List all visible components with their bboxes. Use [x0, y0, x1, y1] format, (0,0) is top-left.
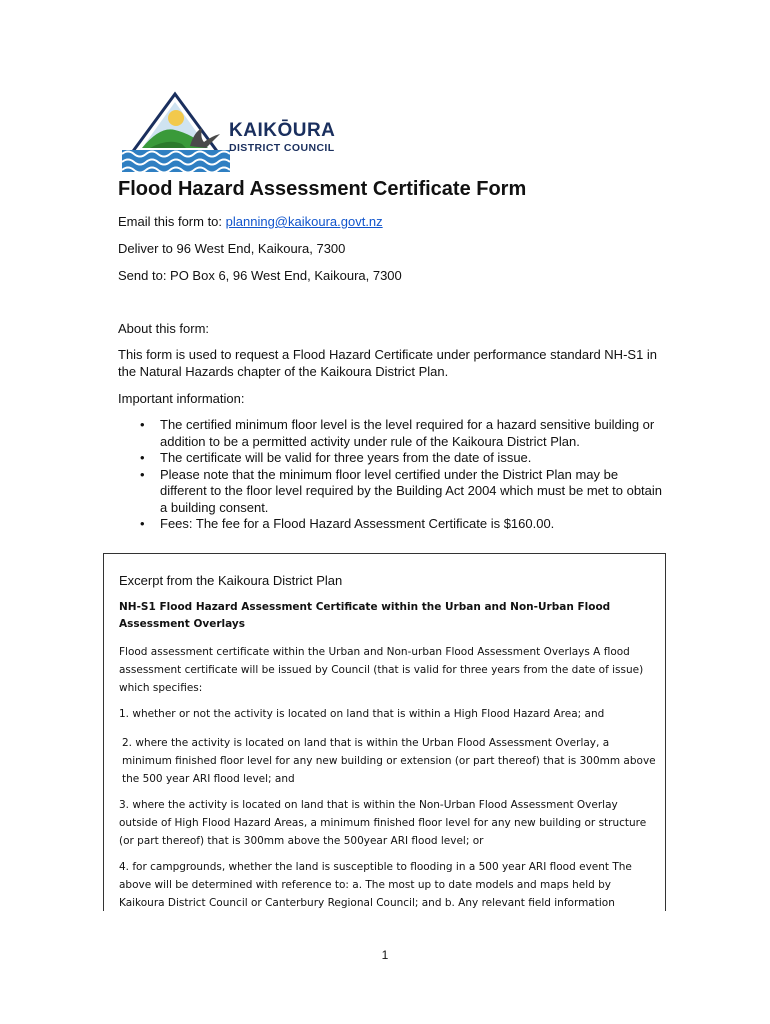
list-item-text: The certified minimum floor level is the level required for a hazard sensitive building or addition to be a permitted activity under rule of the Kaikoura District Plan.: [160, 417, 655, 449]
page-number: 1: [381, 948, 389, 962]
postal-address: Send to: PO Box 6, 96 West End, Kaikoura, 7300: [118, 268, 402, 283]
list-item-text: Please note that the minimum floor level certified under the District Plan may be different to the floor level required by the Building Act 2004 which must be met to obtain a building consent.: [160, 466, 663, 515]
list-item: • The certified minimum floor level is the level required for a hazard sensitive building or addition to be a permitted activity under rule of the Kaikoura District Plan.: [140, 417, 655, 449]
list-item: • Please note that the minimum floor level certified under the District Plan may be different to the floor level required by the Building Act 2004 which must be met to obtain a building consent.: [140, 466, 663, 515]
logo-council-subtitle: DISTRICT COUNCIL: [229, 142, 335, 154]
district-plan-excerpt: [103, 553, 666, 911]
list-item-text: Fees: The fee for a Flood Hazard Assessment Certificate is $160.00.: [160, 516, 555, 531]
important-heading: Important information:: [118, 391, 245, 406]
logo-council-name: KAIKŌURA: [229, 120, 336, 141]
list-item-text: The certificate will be valid for three years from the date of issue.: [160, 450, 532, 465]
excerpt-heading: Excerpt from the Kaikoura District Plan: [119, 573, 343, 588]
email-label: Email this form to:: [118, 214, 226, 229]
deliver-address: Deliver to 96 West End, Kaikoura, 7300: [118, 241, 346, 256]
list-item: • Fees: The fee for a Flood Hazard Assessment Certificate is $160.00.: [140, 516, 555, 531]
email-link[interactable]: planning@kaikoura.govt.nz: [225, 214, 383, 229]
page-title: Flood Hazard Assessment Certificate Form: [118, 178, 527, 200]
email-line: [118, 214, 383, 230]
about-heading: About this form:: [118, 321, 210, 336]
about-body: This form is used to request a Flood Hazard Certificate under performance standard NH-S1 in the Natural Hazards chapter of the Kaikoura District Plan.: [118, 347, 658, 379]
excerpt-paragraph: Flood assessment certificate within the Urban and Non-urban Flood Assessment Overlays A flood assessment certificate will be issued by Council (that is valid for three years from the date of issue) which specifies:: [119, 646, 644, 694]
important-list: [118, 417, 663, 533]
excerpt-subheading: NH-S1 Flood Hazard Assessment Certificate within the Urban and Non-Urban Flood Assessment Overlays: [119, 601, 611, 630]
excerpt-paragraph: 1. whether or not the activity is located on land that is within a High Flood Hazard Area; and: [119, 708, 605, 720]
list-item: • The certificate will be valid for three years from the date of issue.: [140, 450, 532, 465]
excerpt-paragraph: 3. where the activity is located on land that is within the Non-Urban Flood Assessment Overlay outside of High Flood Hazard Areas, a minimum finished floor level for any new building or structure (or part thereof) that is 300mm above the 500year ARI flood level; or: [119, 799, 647, 847]
excerpt-paragraph: 4. for campgrounds, whether the land is susceptible to flooding in a 500 year ARI flood event The above will be determined with reference to: a. The most up to date models and maps held by Kaikoura District Council or Canterbury Regional Council; and b. Any relevant field information: [119, 861, 632, 909]
excerpt-paragraph: 2. where the activity is located on land that is within the Urban Flood Assessment Overlay, a minimum finished floor level for any new building or extension (or part thereof) that is 300mm above the 500 year ARI flood level; and: [122, 737, 656, 785]
